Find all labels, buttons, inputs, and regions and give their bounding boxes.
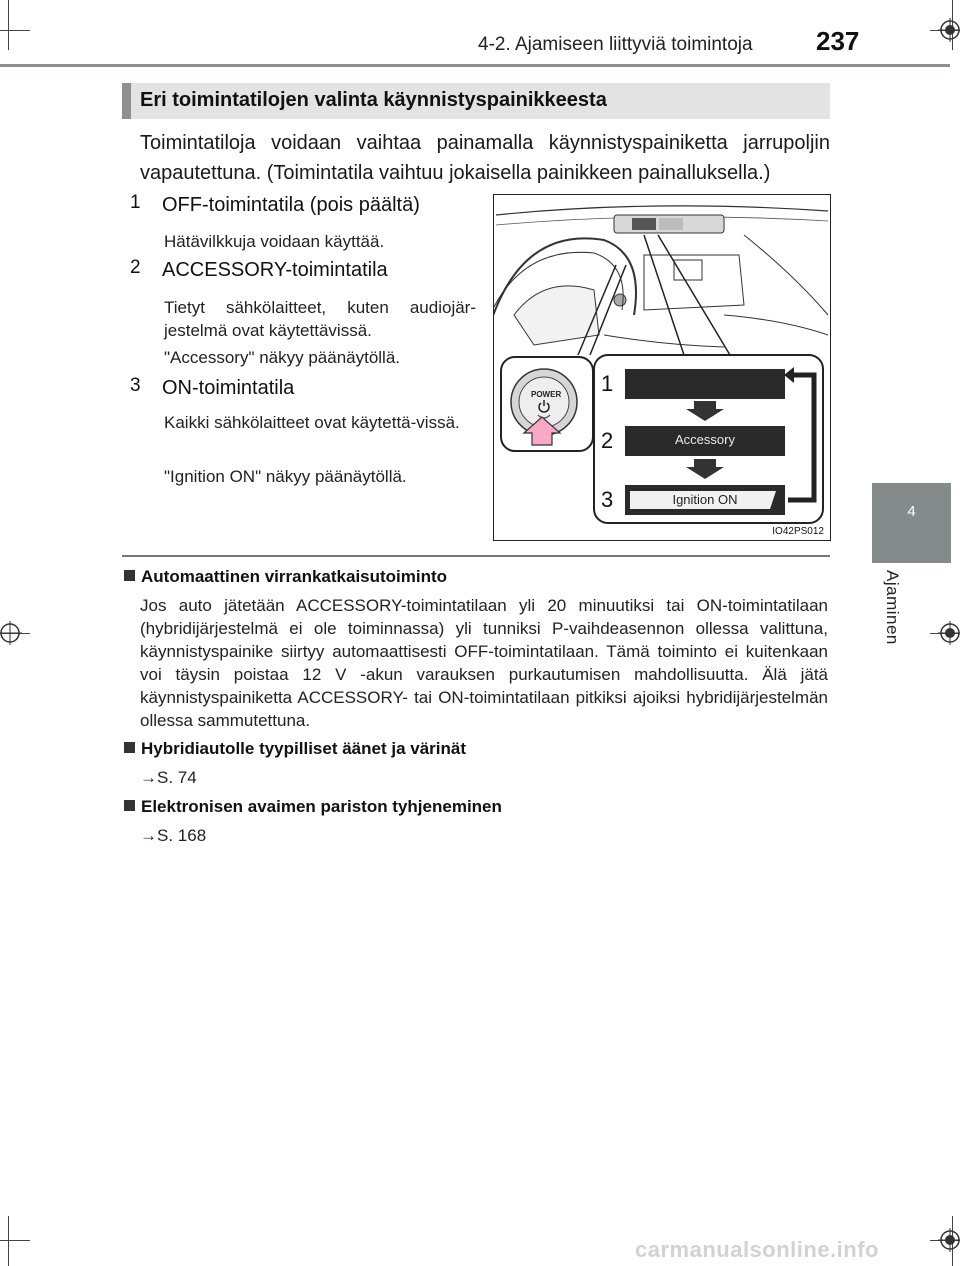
mode-3-title: ON-toimintatila [162, 377, 295, 399]
section-heading-bar [122, 83, 131, 119]
power-mode-illustration [493, 194, 831, 541]
mode-1-title: OFF-toimintatila (pois päältä) [162, 194, 420, 216]
figure-step-3: 3 [601, 487, 614, 512]
registration-mark-mr [938, 621, 960, 645]
square-bullet-icon [124, 570, 135, 581]
note-2-reference[interactable]: →S. 74 [140, 768, 197, 787]
power-button-label: POWER [531, 390, 562, 399]
mode-1-desc: Hätävilkkuja voidaan käyttää. [164, 232, 385, 251]
display-accessory-text: Accessory [675, 432, 735, 447]
mode-3-desc: Kaikki sähkölaitteet ovat käytettä-vissä. [164, 413, 460, 432]
mode-2-desc-display: "Accessory" näkyy päänäytöllä. [164, 348, 401, 367]
chapter-tab [872, 483, 951, 563]
square-bullet-icon [124, 800, 135, 811]
note-2-heading [124, 739, 466, 759]
section-divider [122, 555, 830, 557]
mode-3-number: 3 [130, 375, 141, 396]
registration-mark-tr [938, 18, 960, 42]
display-ignition-text: Ignition ON [672, 492, 738, 507]
crop-mark-bl-h [0, 1240, 30, 1241]
running-header-section: 4-2. Ajamiseen liittyviä toimintoja [478, 34, 753, 55]
figure-code: IO42PS012 [772, 526, 824, 537]
header-rule [0, 64, 950, 67]
intro-paragraph: Toimintatiloja voidaan vaihtaa painamalla käynnistyspainiketta jarrupoljin vapautettuna. (Toimintatila vaihtuu jokaisella painikkeen painalluksella.) [140, 132, 830, 184]
mode-2-title: ACCESSORY-toimintatila [162, 259, 388, 281]
crop-mark-tl-h [0, 30, 30, 31]
dashboard-drawing [494, 195, 830, 540]
section-heading: Eri toimintatilojen valinta käynnistyspainikkeesta [140, 89, 607, 111]
note-1-heading-text: Automaattinen virrankatkaisutoiminto [141, 567, 448, 586]
registration-mark-ml [0, 621, 22, 645]
crop-mark-bl-v [8, 1216, 9, 1266]
note-3-heading-text: Elektronisen avaimen pariston tyhjeneminen [141, 797, 502, 816]
watermark: carmanualsonline.info [635, 1237, 879, 1262]
chapter-number: 4 [907, 503, 916, 520]
note-3-reference[interactable]: →S. 168 [140, 826, 207, 845]
figure-step-1: 1 [601, 371, 614, 396]
power-symbol-icon [537, 399, 551, 413]
chapter-title-text: Ajaminen [883, 570, 902, 645]
square-bullet-icon [124, 742, 135, 753]
mode-3-desc-display: "Ignition ON" näkyy päänäytöllä. [164, 467, 407, 486]
mode-2-number: 2 [130, 257, 141, 278]
note-3-heading [124, 797, 502, 817]
note-1-heading [124, 567, 447, 587]
figure-step-2: 2 [601, 428, 614, 453]
page-number: 237 [816, 26, 860, 56]
mode-1-number: 1 [130, 192, 141, 213]
registration-mark-br [938, 1228, 960, 1252]
note-1-body: Jos auto jätetään ACCESSORY-toimintatilaan yli 20 minuutiksi tai ON-toimintatilaan (hybridijärjestelmä ei ole toiminnassa) yli tunniksi P-vaihdeasennon ollessa valittuna, käynnistyspainike siirtyy automaattisesti OFF-toimintatilaan. Tämä toiminto ei kuitenkaan voi täysin poistaa 12 V -akun varauksen purkautumisen mahdollisuutta. Älä jätä käynnistyspainiketta ACCESSORY- tai ON-toimintatilaan pitkiksi ajoiksi hybridijärjestelmän ollessa sammutettuna. [140, 596, 828, 730]
crop-mark-tl-v [8, 0, 9, 50]
chapter-title [872, 570, 902, 700]
note-2-heading-text: Hybridiautolle tyypilliset äänet ja värinät [141, 739, 466, 758]
mode-2-desc: Tietyt sähkölaitteet, kuten audiojär-jestelmä ovat käytettävissä. [164, 298, 476, 340]
